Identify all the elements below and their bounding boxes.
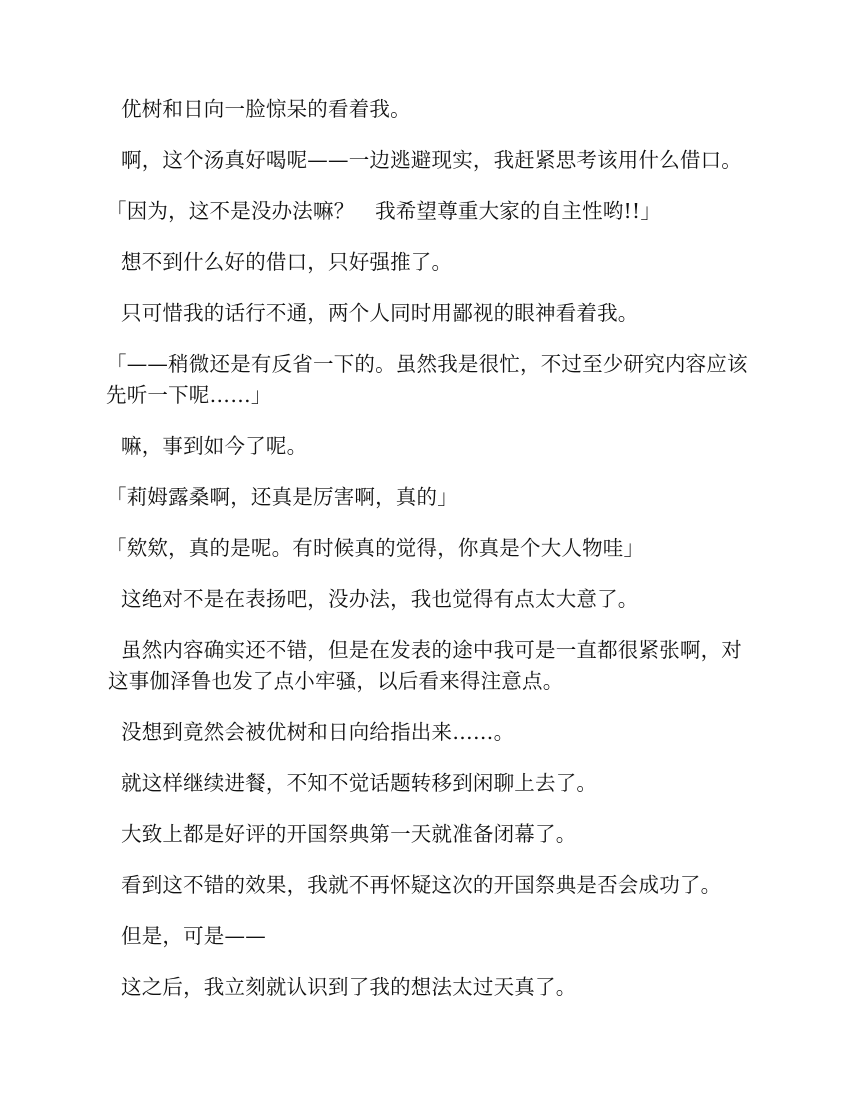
paragraph: 就这样继续进餐，不知不觉话题转移到闲聊上去了。 xyxy=(121,771,598,795)
paragraph: 没想到竟然会被优树和日向给指出来……。 xyxy=(121,720,515,744)
dialogue-line: 「——稍微还是有反省一下的。虽然我是很忙，不过至少研究内容应该先听一下呢……」 xyxy=(106,352,748,407)
paragraph: 优树和日向一脸惊呆的看着我。 xyxy=(121,97,411,121)
paragraph: 只可惜我的话行不通，两个人同时用鄙视的眼神看着我。 xyxy=(121,301,639,325)
paragraph: 看到这不错的效果，我就不再怀疑这次的开国祭典是否会成功了。 xyxy=(121,873,722,897)
paragraph: 嘛，事到如今了呢。 xyxy=(121,434,308,458)
paragraph: 但是，可是—— xyxy=(121,924,266,948)
text-body xyxy=(108,94,753,1023)
paragraph: 虽然内容确实还不错，但是在发表的途中我可是一直都很紧张啊，对这事伽泽鲁也发了点小牢骚，以后看来得注意点。 xyxy=(108,638,742,693)
dialogue-line: 「莉姆露桑啊，还真是厉害啊，真的」 xyxy=(106,485,458,509)
dialogue-line: 「欸欸，真的是呢。有时候真的觉得，你真是个大人物哇」 xyxy=(106,536,645,560)
paragraph: 这绝对不是在表扬吧，没办法，我也觉得有点太大意了。 xyxy=(121,587,639,611)
paragraph: 想不到什么好的借口，只好强推了。 xyxy=(121,250,453,274)
paragraph: 这之后，我立刻就认识到了我的想法太过天真了。 xyxy=(121,975,577,999)
paragraph: 啊，这个汤真好喝呢——一边逃避现实，我赶紧思考该用什么借口。 xyxy=(121,148,742,172)
dialogue-line: 「因为，这不是没办法嘛？ 我希望尊重大家的自主性哟!!」 xyxy=(106,199,662,223)
paragraph: 大致上都是好评的开国祭典第一天就准备闭幕了。 xyxy=(121,822,577,846)
